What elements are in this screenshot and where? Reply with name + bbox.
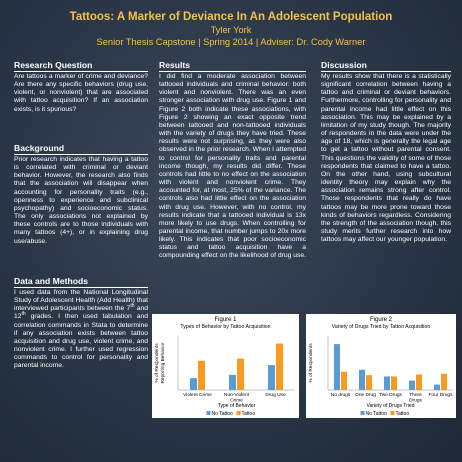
fig2-bar-tattoo-4 (416, 374, 422, 390)
fig2-bar-no-tattoo-2 (359, 370, 365, 390)
fig1-bar-tattoo-1 (198, 361, 205, 390)
fig1-ylabel-line2: Reporting Behavior (161, 342, 166, 384)
fig2-category-label-3: Two Drugs (379, 393, 402, 398)
data-methods-text-part3: grades. I then used tabulation and correlation commands in Stata to determine if any association exists between tattoo acquisition and drug use, violent crime, and nonviolent crime. I further used regression commands to control for personality and parental income. (14, 313, 148, 370)
fig2-bar-tattoo-2 (366, 375, 372, 390)
poster-subtitle: Senior Thesis Capstone | Spring 2014 | Adviser: Dr. Cody Warner (96, 37, 366, 47)
fig1-bar-tattoo-2 (237, 359, 244, 390)
fig2-legend-swatch-1 (361, 411, 365, 415)
background-text: Prior research indicates that having a tattoo is correlated with criminal or deviant behavior. However, the research also finds that the association will disappear when accounting for personality traits (e.g., openness to experience and subclinical psychopathy) and socioeconomic status. The only associations not explained by these controls are to those individuals with many tattoos (4+), or in explaining drug use/abuse. (14, 156, 148, 245)
fig2-legend-label-1: No Tattoo (365, 411, 387, 417)
fig1-bar-no-tattoo-1 (190, 378, 197, 390)
fig2-bar-tattoo-5 (441, 374, 447, 390)
fig2-ylabel-line1: % of Respondents (309, 343, 314, 383)
data-methods-rule (14, 287, 148, 288)
fig1-xlabel: Type of Behavior (217, 403, 256, 409)
research-question-text: Are tattoos a marker of crime and deviance? Are there any specific behaviors (drug use, violent, or nonviolent) that are associated with tattoo acquisition? If an association exists, is it spurious? (14, 73, 148, 113)
fig2-bar-no-tattoo-3 (384, 377, 390, 391)
results-heading: Results (159, 60, 191, 70)
data-methods-text-part2: and 12 (14, 305, 148, 321)
figure-1-chart (152, 314, 299, 418)
results-text: I did find a moderate association between tattooed individuals and criminal behavior: both violent and nonviolent. There was an even stronger association with drug use. Figure 1 and Figure 2 both indicate these associations, with Figure 2 showing an exact opposite trend between tattooed and non-tattooed individuals with the variety of drugs they have tried. These results were not surprising, as they were also observed in the prior research. When I attempted to control for personality traits and parental income though, my results did differ. These controls had little to no effect on the association with violent and nonviolent crime. They accounted for, at most, 25% of the variance. The controls also had little effect on the association with drug use. However, with no control, my results indicate that a tattooed individual is 13x more likely to use drugs. When controlling for parental income, that number jumps to 20x more likely. This indicates that poor socioeconomic status and tattoo acquisition have a compounding effect on the likelihood of drug use. (159, 73, 306, 260)
research-question-heading: Research Question (14, 60, 93, 70)
fig2-bar-tattoo-3 (391, 377, 397, 391)
fig2-category-label-5: Four Drugs (428, 393, 453, 398)
fig1-title-line2: Types of Behavior by Tattoo Acquisition (180, 324, 271, 330)
fig2-title-line2: Variety of Drugs Tried by Tattoo Acquisition (331, 324, 431, 330)
fig2-title-line1: Figure 2 (369, 317, 393, 323)
results-rule (159, 71, 306, 72)
fig1-legend-swatch-1 (207, 411, 211, 415)
fig2-category-label-4: Drugs (409, 398, 422, 404)
discussion-heading: Discussion (321, 60, 367, 70)
fig2-bar-no-tattoo-4 (409, 381, 415, 390)
fig2-category-label-4: Three (409, 393, 422, 398)
data-methods-text-part1: I used data from the National Longitudinal Study of Adolescent Health (Add Health) that interviewed participants between the 7 (14, 289, 148, 313)
data-methods-heading: Data and Methods (14, 276, 89, 286)
fig1-legend-label-2: Tattoo (241, 411, 256, 417)
fig1-title-line1: Figure 1 (214, 317, 237, 323)
fig1-ylabel-line1: % of Respondents (155, 343, 160, 383)
fig1-legend-label-1: No Tattoo (211, 411, 233, 417)
fig2-category-label-2: One Drug (355, 393, 376, 398)
data-methods-text (14, 289, 148, 371)
discussion-rule (321, 71, 451, 72)
fig2-bar-no-tattoo-5 (434, 385, 440, 390)
figure-1-svg (152, 314, 299, 418)
fig2-xlabel: Variety of Drugs Tried (366, 403, 415, 409)
data-methods-sup2: th (21, 311, 26, 318)
fig2-bar-no-tattoo-1 (334, 344, 340, 390)
fig1-bar-tattoo-3 (276, 344, 283, 390)
fig2-category-label-1: No drugs (330, 393, 351, 398)
background-heading: Background (14, 143, 65, 153)
fig1-category-label-2: Crime (230, 398, 243, 404)
poster-title: Tattoos: A Marker of Deviance In An Adolescent Population (69, 11, 393, 23)
fig1-category-label-1: Violent Crime (183, 393, 212, 398)
fig1-legend-swatch-2 (237, 411, 241, 415)
background-rule (14, 154, 148, 155)
research-question-rule (14, 71, 148, 72)
fig2-legend-swatch-2 (391, 411, 395, 415)
author-name: Tyler York (210, 25, 252, 35)
data-methods-sup1: th (130, 303, 135, 310)
fig2-legend-label-2: Tattoo (395, 411, 410, 417)
figure-2-svg (306, 314, 456, 418)
figure-2-chart (306, 314, 456, 418)
fig1-bar-no-tattoo-2 (229, 375, 236, 390)
fig2-bar-tattoo-1 (341, 372, 347, 390)
fig1-bar-no-tattoo-3 (268, 365, 275, 390)
fig1-category-label-2: Non-Violent (224, 393, 249, 398)
fig1-category-label-3: Drug Use (265, 393, 286, 398)
poster-header (0, 11, 462, 48)
discussion-text: My results show that there is a statistically significant correlation between having a tattoo and criminal or deviant behaviors. Furthermore, controlling for personality and parental income had little effect on this association. This may be explained by a limitation of my study though. The majority of respondents in the data were under the age of 18, which is generally the legal age to get a tattoo without parental consent. This questions the validity of some of those respondents that claimed to have a tattoo. On the other hand, using subcultural identity theory may explain why the association remains strong after control. Those respondents that really do have tattoos may be more prone toward those kinds of behaviors regardless. Considering the strength of the association though, this study merits further research into how tattoos may affect our younger population. (321, 73, 451, 244)
